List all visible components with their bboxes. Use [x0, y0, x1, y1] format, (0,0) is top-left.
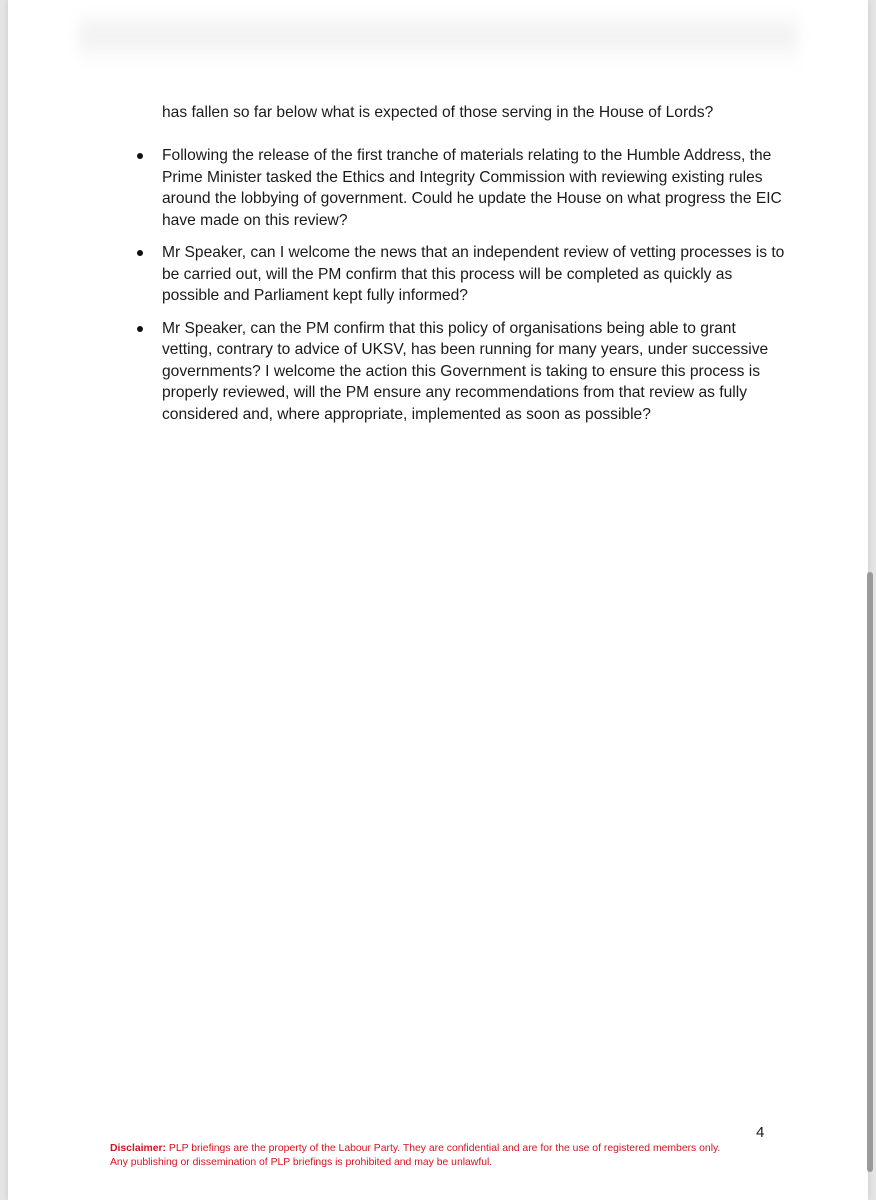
bullet-text: Following the release of the first tranche of materials relating to the Humble Address, the Prime Minister tasked the Ethics and Integrity Commission with reviewing existing rules around the lobbying of government. Could he update the House on what progress the EIC have made on this review? [162, 147, 782, 229]
list-item [130, 318, 790, 426]
bullet-list [130, 145, 790, 436]
bullet-text: Mr Speaker, can I welcome the news that an independent review of vetting processes is to be carried out, will the PM confirm that this process will be completed as quickly as possible and Parliament kept fully informed? [162, 244, 785, 304]
disclaimer-line-1: PLP briefings are the property of the Labour Party. They are confidential and are for the use of registered members only. [168, 1143, 721, 1154]
page-number: 4 [756, 1124, 765, 1141]
disclaimer-label: Disclaimer: [110, 1143, 167, 1154]
disclaimer-line-2: Any publishing or dissemination of PLP briefings is prohibited and may be unlawful. [110, 1157, 493, 1168]
document-page [8, 0, 868, 1200]
list-item [130, 145, 790, 231]
continuation-text: has fallen so far below what is expected of those serving in the House of Lords? [162, 104, 714, 121]
vertical-scrollbar[interactable] [864, 0, 876, 1200]
scrollbar-thumb[interactable] [867, 572, 873, 1172]
bullet-icon [137, 153, 143, 159]
list-item [130, 242, 790, 307]
bullet-icon [137, 250, 143, 256]
disclaimer [110, 1142, 810, 1170]
bullet-icon [137, 326, 143, 332]
bullet-text: Mr Speaker, can the PM confirm that this policy of organisations being able to grant vetting, contrary to advice of UKSV, has been running for many years, under successive governments? I welcome the action this Government is taking to ensure this process is properly reviewed, will the PM ensure any recommendations from that review as fully considered and, where appropriate, implemented as soon as possible? [162, 319, 769, 423]
blurred-header-region [78, 8, 798, 68]
